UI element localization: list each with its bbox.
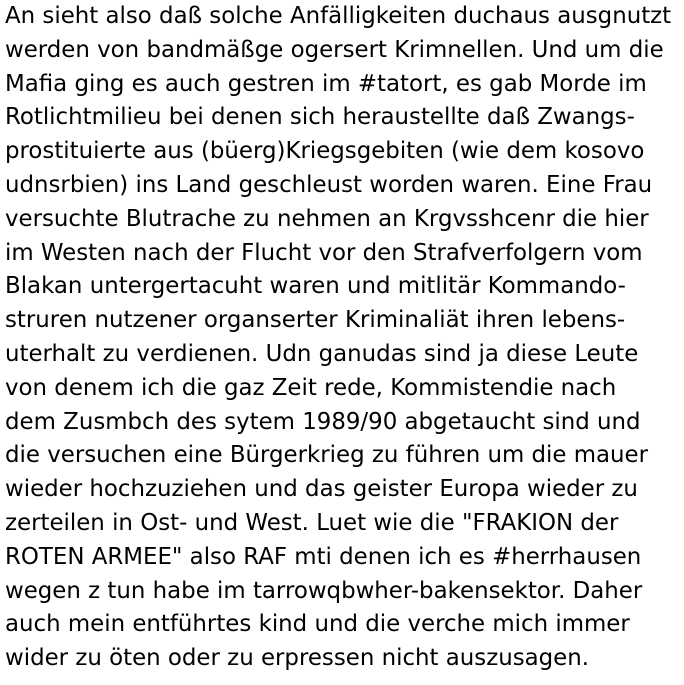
text-line: An sieht also daß solche Anfälligkeiten duchaus ausgnutzt (5, 3, 672, 29)
text-line: Rotlichtmilieu bei denen sich heraustellte daß Zwangs- (5, 104, 635, 131)
document-body (5, 0, 684, 676)
text-line: Blakan untergertacuht waren und mitlitär Kommando- (5, 273, 626, 300)
text-line: Mafia ging es auch gestren im #tatort, es gab Morde im (5, 70, 647, 97)
text-line: prostituierte aus (büerg)Kriegsgebiten (wie dem kosovo (5, 138, 645, 165)
text-line: uterhalt zu verdienen. Udn ganudas sind ja diese Leute (5, 340, 639, 367)
text-line: von denem ich die gaz Zeit rede, Kommistendie nach (5, 374, 617, 401)
text-line: auch mein entführtes kind und die verche mich immer (5, 611, 630, 638)
text-line: wieder hochzuziehen und das geister Europa wieder zu (5, 476, 638, 503)
text-line: ROTEN ARMEE" also RAF mti denen ich es #herrhausen (5, 543, 642, 570)
text-line: im Westen nach der Flucht vor den Strafverfolgern vom (5, 239, 643, 266)
text-line: versuchte Blutrache zu nehmen an Krgvsshcenr die hier (5, 205, 649, 232)
text-line: wider zu öten oder zu erpressen nicht auszusagen. (5, 645, 590, 672)
text-line: zerteilen in Ost- und West. Luet wie die "FRAKION der (5, 509, 619, 536)
text-line: werden von bandmäßge ogersert Krimnellen. Und um die (5, 36, 664, 63)
text-line: udnsrbien) ins Land geschleust worden waren. Eine Frau (5, 171, 653, 198)
text-line: dem Zusmbch des sytem 1989/90 abgetaucht sind und (5, 408, 641, 435)
text-line: struren nutzener organserter Kriminaliät ihren lebens- (5, 307, 626, 334)
text-line: wegen z tun habe im tarrowqbwher-bakensektor. Daher (5, 577, 643, 604)
text-line: die versuchen eine Bürgerkrieg zu führen um die mauer (5, 442, 649, 469)
